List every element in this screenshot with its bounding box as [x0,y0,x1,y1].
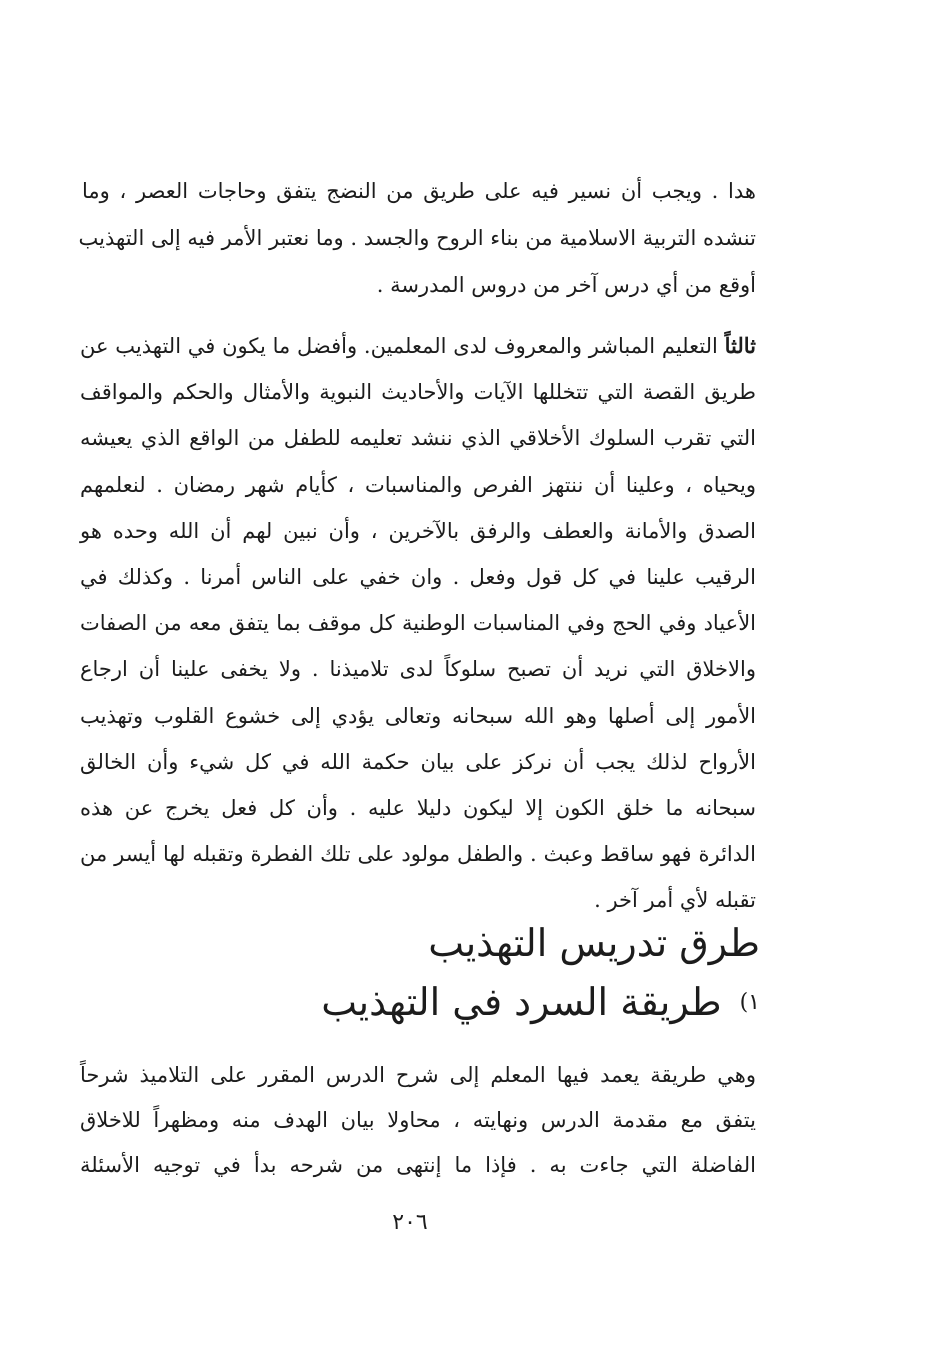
lead-line-text: التعليم المباشر والمعروف لدى المعلمين. وأفضل ما يكون في التهذيب عن [80,334,718,358]
subsection-title: طريقة السرد في التهذيب [321,980,722,1024]
text-line: الأمور إلى أصلها وهو الله سبحانه وتعالى يؤدي إلى خشوع القلوب وتهذيب [80,703,756,728]
text-line: أوقع من أي درس آخر من دروس المدرسة . [376,273,756,297]
text-line: ويحياه ، وعلينا أن ننتهز الفرص والمناسبات ، كأيام شهر رمضان . لنعلمهم [80,472,756,497]
text-line: يتفق مع مقدمة الدرس ونهايته ، محاولا بيان الهدف منه ومظهراً للاخلاق [80,1108,756,1132]
subsection-number: ١) [739,990,760,1015]
text-line: وهي طريقة يعمد فيها المعلم إلى شرح الدرس المقرر على التلاميذ شرحاً [80,1063,757,1087]
text-line: تقبله لأي أمر آخر . [594,888,756,913]
text-line: هدا . ويجب أن نسير فيه على طريق من النضج يتفق وحاجات العصر ، وما [82,179,756,203]
text-line: الصدق والأمانة والعطف والرفق بالآخرين ، وأن نبين لهم أن الله وحده هو [80,518,756,543]
lead-word: ثالثاً [724,333,756,358]
text-line: الأرواح لذلك يجب أن نركز على بيان حكمة الله في كل شيء وأن الخالق [80,749,756,774]
text-line: سبحانه ما خلق الكون إلا ليكون دليلا عليه . وأن كل فعل يخرج عن هذه [80,795,756,820]
section-heading: طرق تدريس التهذيب [428,921,760,965]
text-line [80,323,756,369]
text-line: طريق القصة التي تتخللها الآيات والأحاديث النبوية والأمثال والحكم والمواقف [80,380,756,405]
page-number: ٢٠٦ [392,1210,428,1235]
text-line: والاخلاق التي نريد أن تصبح سلوكاً لدى تلاميذنا . ولا يخفى علينا أن ارجاع [80,657,756,682]
text-line: الفاضلة التي جاءت به . فإذا ما إنتهى من شرحه بدأ في توجيه الأسئلة [80,1153,756,1177]
paragraph-1 [78,168,756,309]
text-line: التي تقرب السلوك الأخلاقي الذي ننشد تعليمه للطفل من الواقع الذي يعيشه [80,426,756,451]
paragraph-3 [80,1053,756,1188]
text-line: تنشده التربية الاسلامية من بناء الروح والجسد . وما نعتبر الأمر فيه إلى التهذيب [78,226,756,250]
text-line: الرقيب علينا في كل قول وفعل . وان خفي على الناس أمرنا . وكذلك في [80,564,756,589]
text-line: الدائرة فهو ساقط وعبث . والطفل مولود على تلك الفطرة وتقبله لها أيسر من [80,842,756,867]
text-line: الأعياد وفي الحج وفي المناسبات الوطنية كل موقف بما يتفق معه من الصفات [80,611,756,636]
paragraph-2 [80,323,756,923]
subsection-heading [321,975,760,1030]
